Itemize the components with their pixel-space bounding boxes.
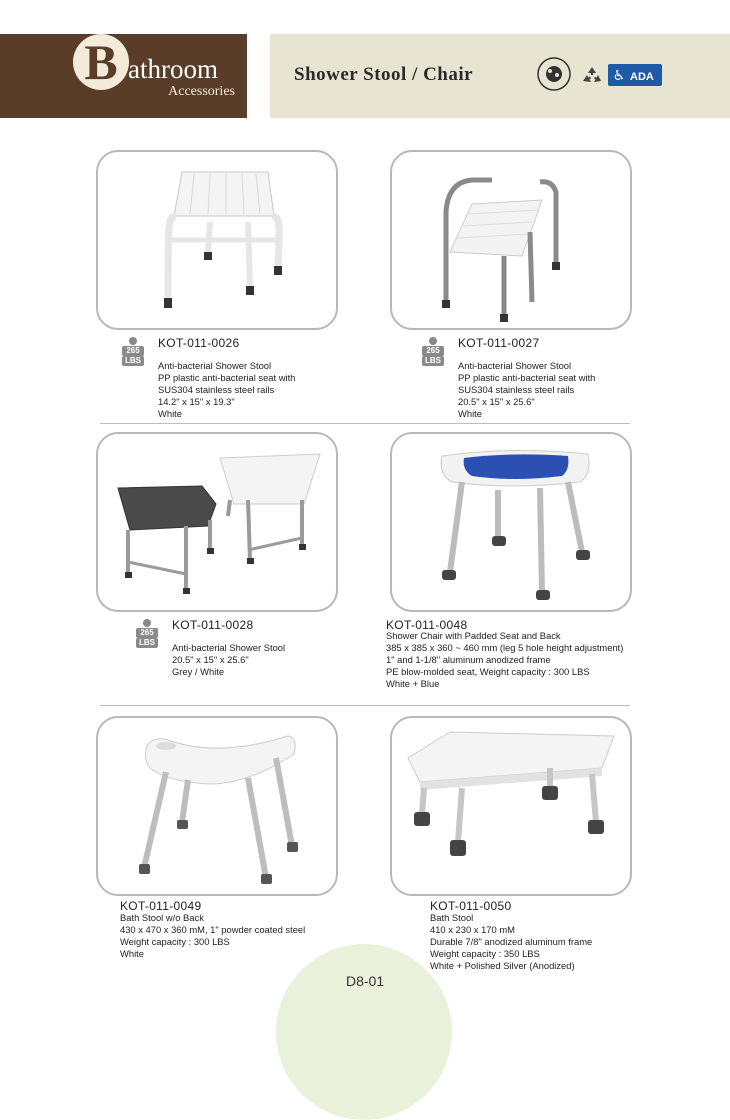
capacity-badge-number: 265 (136, 628, 158, 638)
desc-line: Weight capacity : 350 LBS (430, 948, 540, 959)
capacity-badge-unit: LBS (422, 356, 444, 366)
product-description (120, 912, 305, 960)
weight-icon (143, 619, 151, 627)
capacity-badge-unit: LBS (122, 356, 144, 366)
product-code: KOT-011-0050 (430, 899, 512, 913)
desc-line: SUS304 stainless steel rails (458, 384, 575, 395)
product-code: KOT-011-0026 (158, 336, 240, 350)
ada-badge (608, 64, 662, 86)
desc-line: White (458, 408, 482, 419)
chair-0048-illustration (392, 434, 632, 612)
footer-circle (276, 944, 452, 1120)
ada-label: ADA (630, 71, 654, 83)
desc-line: Shower Chair with Padded Seat and Back (386, 630, 561, 641)
product-image-card-0026 (96, 150, 338, 330)
brand-subtitle: Accessories (168, 84, 235, 99)
desc-line: PE blow-molded seat, Weight capacity : 300 LBS (386, 666, 590, 677)
anti-bacterial-seal-icon (536, 56, 572, 92)
brand-word: athroom (128, 54, 218, 84)
brand-initial: B (73, 34, 129, 90)
desc-line: Durable 7/8" anodized aluminum frame (430, 936, 593, 947)
stool-0026-illustration (98, 152, 338, 330)
recycle-icon (580, 64, 604, 88)
desc-line: Bath Stool (430, 912, 474, 923)
desc-line: White (120, 948, 144, 959)
desc-line: Anti-bacterial Shower Stool (458, 360, 572, 371)
desc-line: 410 x 230 x 170 mM (430, 924, 515, 935)
desc-line: SUS304 stainless steel rails (158, 384, 275, 395)
desc-line: Weight capacity : 300 LBS (120, 936, 230, 947)
capacity-badge-unit: LBS (136, 638, 158, 648)
capacity-badge-number: 265 (422, 346, 444, 356)
desc-line: Anti-bacterial Shower Stool (172, 642, 286, 653)
brand-logo (0, 34, 247, 118)
weight-icon (129, 337, 137, 345)
product-code: KOT-011-0028 (172, 618, 254, 632)
desc-line: White + Blue (386, 678, 440, 689)
product-description (158, 360, 295, 420)
capacity-badge-0027 (422, 337, 444, 366)
title-band (270, 34, 730, 118)
desc-line: 1" and 1-1/8" aluminum anodized frame (386, 654, 551, 665)
product-description (172, 642, 285, 678)
capacity-badge-number: 265 (122, 346, 144, 356)
stool-0028-illustration (98, 434, 338, 612)
desc-line: PP plastic anti-bacterial seat with (158, 372, 296, 383)
desc-line: Anti-bacterial Shower Stool (158, 360, 272, 371)
capacity-badge-0028 (136, 619, 158, 648)
product-image-card-0049 (96, 716, 338, 896)
product-image-card-0028 (96, 432, 338, 612)
product-image-card-0048 (390, 432, 632, 612)
desc-line: Bath Stool w/o Back (120, 912, 204, 923)
row-divider (100, 423, 630, 424)
desc-line: PP plastic anti-bacterial seat with (458, 372, 596, 383)
product-code: KOT-011-0027 (458, 336, 540, 350)
desc-line: 385 x 385 x 360 ~ 460 mm (leg 5 hole height adjustment) (386, 642, 624, 653)
stool-0049-illustration (98, 718, 338, 896)
desc-line: 430 x 470 x 360 mM, 1" powder coated steel (120, 924, 306, 935)
desc-line: Grey / White (172, 666, 225, 677)
row-divider (100, 705, 630, 706)
stool-0050-illustration (392, 718, 632, 896)
product-code: KOT-011-0048 (386, 618, 468, 632)
product-image-card-0027 (390, 150, 632, 330)
product-description (458, 360, 595, 420)
desc-line: 14.2" x 15" x 19.3" (158, 396, 235, 407)
page-number: D8-01 (346, 973, 385, 989)
desc-line: 20.5" x 15" x 25.6" (172, 654, 249, 665)
product-description (430, 912, 592, 972)
stool-0027-illustration (392, 152, 632, 330)
desc-line: 20.5" x 15" x 25.6" (458, 396, 535, 407)
desc-line: White (158, 408, 182, 419)
product-image-card-0050 (390, 716, 632, 896)
weight-icon (429, 337, 437, 345)
product-description (386, 630, 623, 690)
desc-line: White + Polished Silver (Anodized) (430, 960, 575, 971)
page-title: Shower Stool / Chair (294, 64, 474, 85)
capacity-badge-0026 (122, 337, 144, 366)
wheelchair-icon: ♿ (612, 67, 626, 83)
product-code: KOT-011-0049 (120, 899, 202, 913)
